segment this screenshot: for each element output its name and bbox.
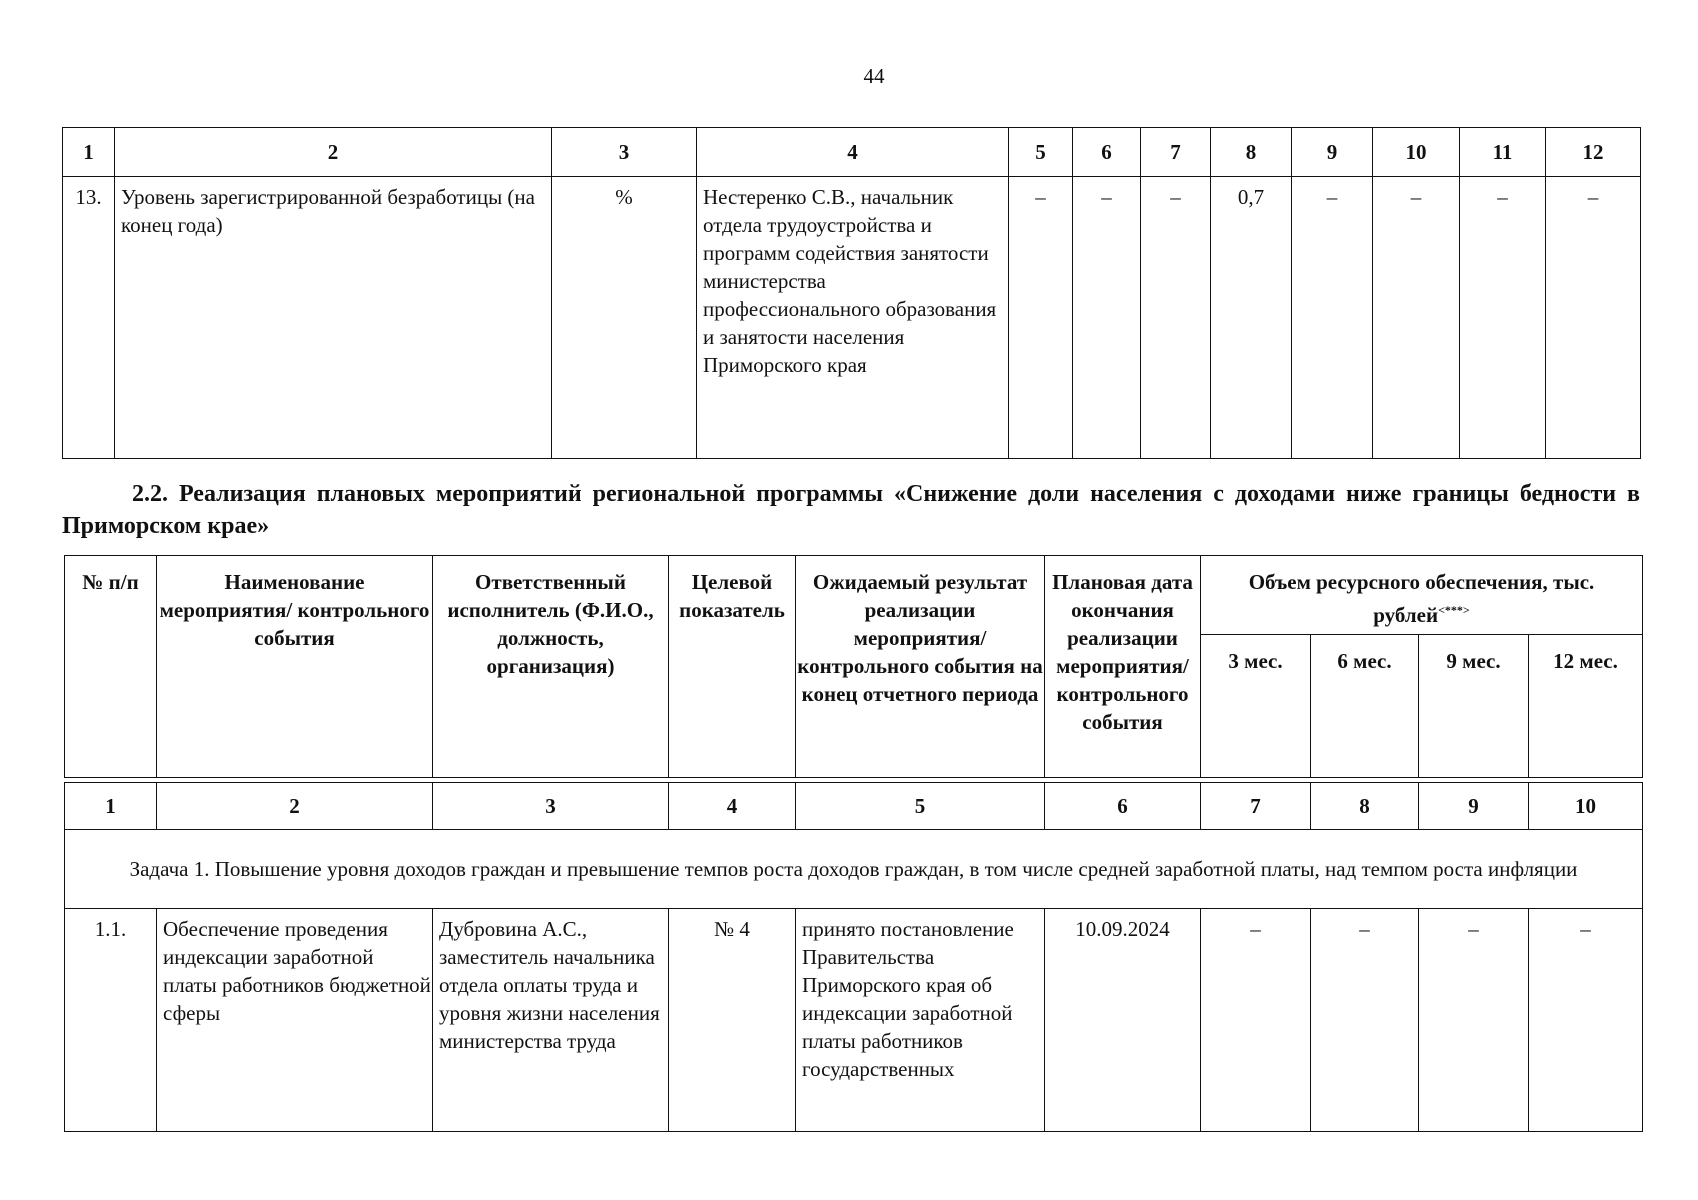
col-number: 7 (1141, 128, 1211, 177)
page-number: 44 (863, 64, 885, 88)
col-number: 4 (669, 783, 796, 830)
col-number: 6 (1073, 128, 1141, 177)
cell-value: 0,7 (1211, 177, 1292, 459)
cell-value: – (1073, 177, 1141, 459)
header-resources-text: Объем ресурсного обеспечения, тыс. рублей (1248, 570, 1595, 627)
col-number: 9 (1419, 783, 1529, 830)
col-number: 8 (1311, 783, 1419, 830)
header-name: Наименование мероприятия/ контрольного события (157, 556, 433, 778)
header-expected: Ожидаемый результат реализации мероприятия/ контрольного события на конец отчетного периода (796, 556, 1045, 778)
cell-value: – (1546, 177, 1641, 459)
activities-table (64, 555, 1643, 1132)
unit: % (552, 177, 697, 459)
col-number: 1 (63, 128, 115, 177)
responsible: Нестеренко С.В., начальник отдела трудоустройства и программ содействия занятости министерства профессионального образования и занятости населения Приморского края (697, 177, 1009, 459)
col-number: 4 (697, 128, 1009, 177)
cell-value: – (1311, 909, 1419, 1132)
col-number: 10 (1529, 783, 1643, 830)
col-number: 7 (1201, 783, 1311, 830)
col-number: 8 (1211, 128, 1292, 177)
header-indicator: Целевой показатель (669, 556, 796, 778)
row-number: 1.1. (65, 909, 157, 1132)
indicator-name: Уровень зарегистрированной безработицы (на конец года) (115, 177, 552, 459)
planned-date: 10.09.2024 (1045, 909, 1201, 1132)
table-row (63, 177, 1641, 459)
header-3-months: 3 мес. (1201, 635, 1311, 778)
column-numbers-row (65, 783, 1643, 830)
row-number: 13. (63, 177, 115, 459)
col-number: 11 (1460, 128, 1546, 177)
col-number: 2 (157, 783, 433, 830)
col-number: 3 (552, 128, 697, 177)
col-number: 2 (115, 128, 552, 177)
expected-result: принято постановление Правительства Приморского края об индексации заработной платы работников государственных (796, 909, 1045, 1132)
header-9-months: 9 мес. (1419, 635, 1529, 778)
cell-value: – (1201, 909, 1311, 1132)
cell-value: – (1373, 177, 1460, 459)
cell-value: – (1009, 177, 1073, 459)
footnote-mark: <***> (1438, 603, 1470, 617)
activity-name: Обеспечение проведения индексации заработной платы работников бюджетной сферы (157, 909, 433, 1132)
table-header-row (65, 556, 1643, 635)
task-row (65, 830, 1643, 909)
col-number: 12 (1546, 128, 1641, 177)
cell-value: – (1292, 177, 1373, 459)
task-text: Задача 1. Повышение уровня доходов граждан и превышение темпов роста доходов граждан, в том числе средней заработной платы, над темпом роста инфляции (65, 830, 1643, 909)
cell-value: – (1419, 909, 1529, 1132)
col-number: 9 (1292, 128, 1373, 177)
cell-value: – (1460, 177, 1546, 459)
col-number: 5 (1009, 128, 1073, 177)
col-number: 10 (1373, 128, 1460, 177)
responsible: Дубровина А.С., заместитель начальника отдела оплаты труда и уровня жизни населения министерства труда (433, 909, 669, 1132)
indicators-table (62, 127, 1641, 459)
header-responsible: Ответственный исполнитель (Ф.И.О., должность, организация) (433, 556, 669, 778)
header-resources (1201, 556, 1643, 635)
header-date: Плановая дата окончания реализации мероприятия/ контрольного события (1045, 556, 1201, 778)
table-row (65, 909, 1643, 1132)
header-12-months: 12 мес. (1529, 635, 1643, 778)
header-6-months: 6 мес. (1311, 635, 1419, 778)
indicator: № 4 (669, 909, 796, 1132)
header-num: № п/п (65, 556, 157, 778)
table-header-row (63, 128, 1641, 177)
col-number: 5 (796, 783, 1045, 830)
col-number: 6 (1045, 783, 1201, 830)
cell-value: – (1529, 909, 1643, 1132)
col-number: 1 (65, 783, 157, 830)
col-number: 3 (433, 783, 669, 830)
section-heading: 2.2. Реализация плановых мероприятий региональной программы «Снижение доли населения с доходами ниже границы бедности в Приморском крае» (62, 481, 1640, 539)
cell-value: – (1141, 177, 1211, 459)
